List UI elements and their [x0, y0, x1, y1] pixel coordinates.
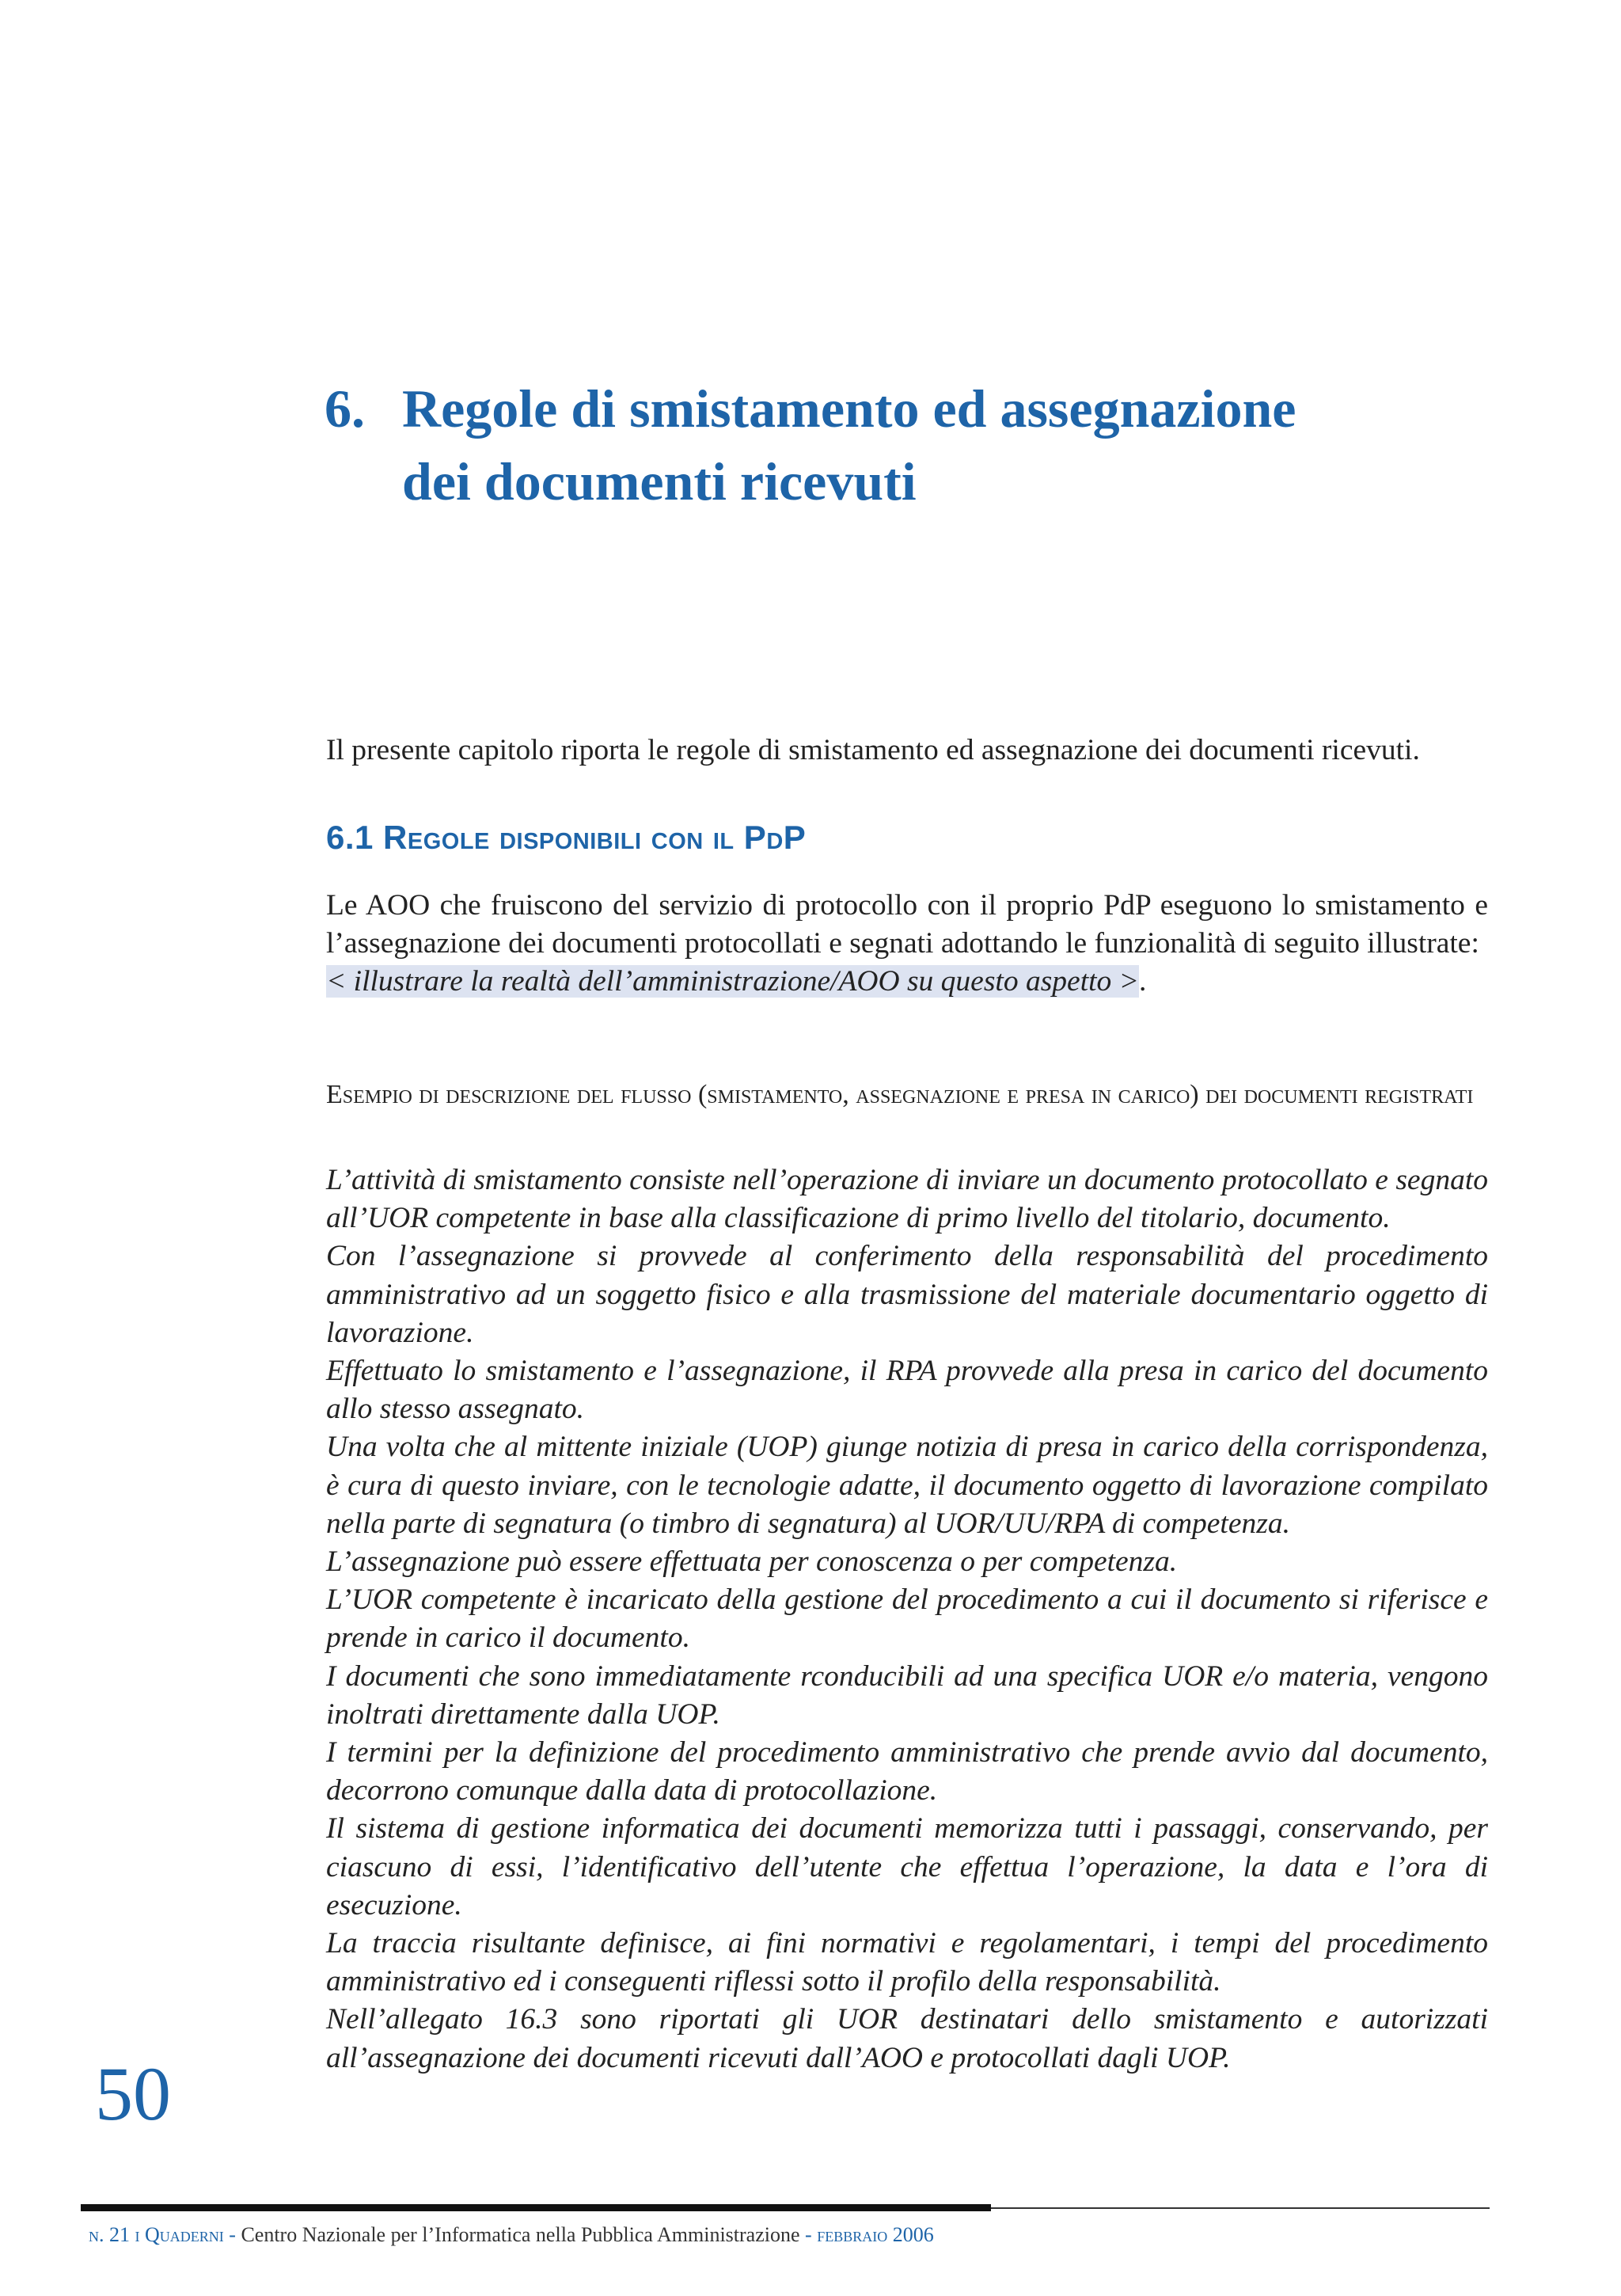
page-footer	[89, 2222, 934, 2248]
section-paragraph-text: Le AOO che fruiscono del servizio di protocollo con il proprio PdP eseguono lo smistamento e l’assegnazione dei documenti protocollati e segnati adottando le funzionalità di seguito illustrate:	[326, 889, 1488, 960]
page-number: 50	[95, 2051, 171, 2136]
chapter-title-line-1: Regole di smistamento ed assegnazione	[402, 378, 1296, 439]
example-heading: Esempio di descrizione del flusso (smistamento, assegnazione e presa in carico) dei documenti registrati	[326, 1080, 1474, 1109]
footer-separator: -	[799, 2223, 818, 2246]
example-paragraph: Effettuato lo smistamento e l’assegnazione, il RPA provvede alla presa in carico del documento allo stesso assegnato.	[326, 1355, 1488, 1426]
placeholder-period: .	[1138, 965, 1147, 998]
example-paragraph: Il sistema di gestione informatica dei documenti memorizza tutti i passaggi, conservando, per ciascuno di essi, l’identificativo dell’utente che effettua l’operazione, la data e l’ora di esecuzione.	[326, 1812, 1488, 1922]
example-paragraph: L’attività di smistamento consiste nell’operazione di inviare un documento protocollato e segnato all’UOR competente in base alla classificazione di primo livello del titolario, documento.	[326, 1164, 1488, 1235]
example-paragraph: I termini per la definizione del procedimento amministrativo che prende avvio dal documento, decorrono comunque dalla data di protocollazione.	[326, 1736, 1488, 1808]
footer-issue: n. 21 i Quaderni	[89, 2223, 224, 2246]
footer-date: febbraio 2006	[817, 2223, 934, 2246]
intro-paragraph: Il presente capitolo riporta le regole di smistamento ed assegnazione dei documenti ricevuti.	[326, 734, 1420, 766]
section-paragraph	[326, 887, 1488, 1001]
chapter-number: 6.	[325, 378, 365, 439]
example-paragraph: Una volta che al mittente iniziale (UOP) giunge notizia di presa in carico della corrispondenza, è cura di questo inviare, con le tecnologie adatte, il documento oggetto di lavorazione compilato nella parte di segnatura (o timbro di segnatura) al UOR/UU/RPA di competenza.	[326, 1431, 1488, 1540]
footer-organization: Centro Nazionale per l’Informatica nella Pubblica Amministrazione	[241, 2223, 800, 2246]
chapter-title	[325, 372, 1377, 518]
example-paragraph: L’UOR competente è incaricato della gestione del procedimento a cui il documento si riferisce e prende in carico il documento.	[326, 1583, 1488, 1655]
chapter-title-line-2: dei documenti ricevuti	[402, 451, 917, 511]
footer-rule-accent	[81, 2204, 991, 2211]
placeholder-instruction: < illustrare la realtà dell’amministrazione/AOO su questo aspetto >	[326, 965, 1139, 998]
footer-separator: -	[223, 2223, 241, 2246]
example-paragraph: Con l’assegnazione si provvede al conferimento della responsabilità del procedimento amministrativo ad un soggetto fisico e alla trasmissione del materiale documentario oggetto di lavorazione.	[326, 1240, 1488, 1349]
example-paragraph: I documenti che sono immediatamente rconducibili ad una specifica UOR e/o materia, vengono inoltrati direttamente dalla UOP.	[326, 1659, 1488, 1731]
example-body	[326, 1161, 1488, 2077]
section-title: 6.1 Regole disponibili con il PdP	[326, 819, 807, 856]
example-paragraph: Nell’allegato 16.3 sono riportati gli UOR destinatari dello smistamento e autorizzati all’assegnazione dei documenti ricevuti dall’AOO e protocollati dagli UOP.	[326, 2003, 1488, 2074]
example-paragraph: La traccia risultante definisce, ai fini normativi e regolamentari, i tempi del procedimento amministrativo ed i conseguenti riflessi sotto il profilo della responsabilità.	[326, 1927, 1488, 1998]
example-paragraph: L’assegnazione può essere effettuata per conoscenza o per competenza.	[326, 1545, 1178, 1579]
